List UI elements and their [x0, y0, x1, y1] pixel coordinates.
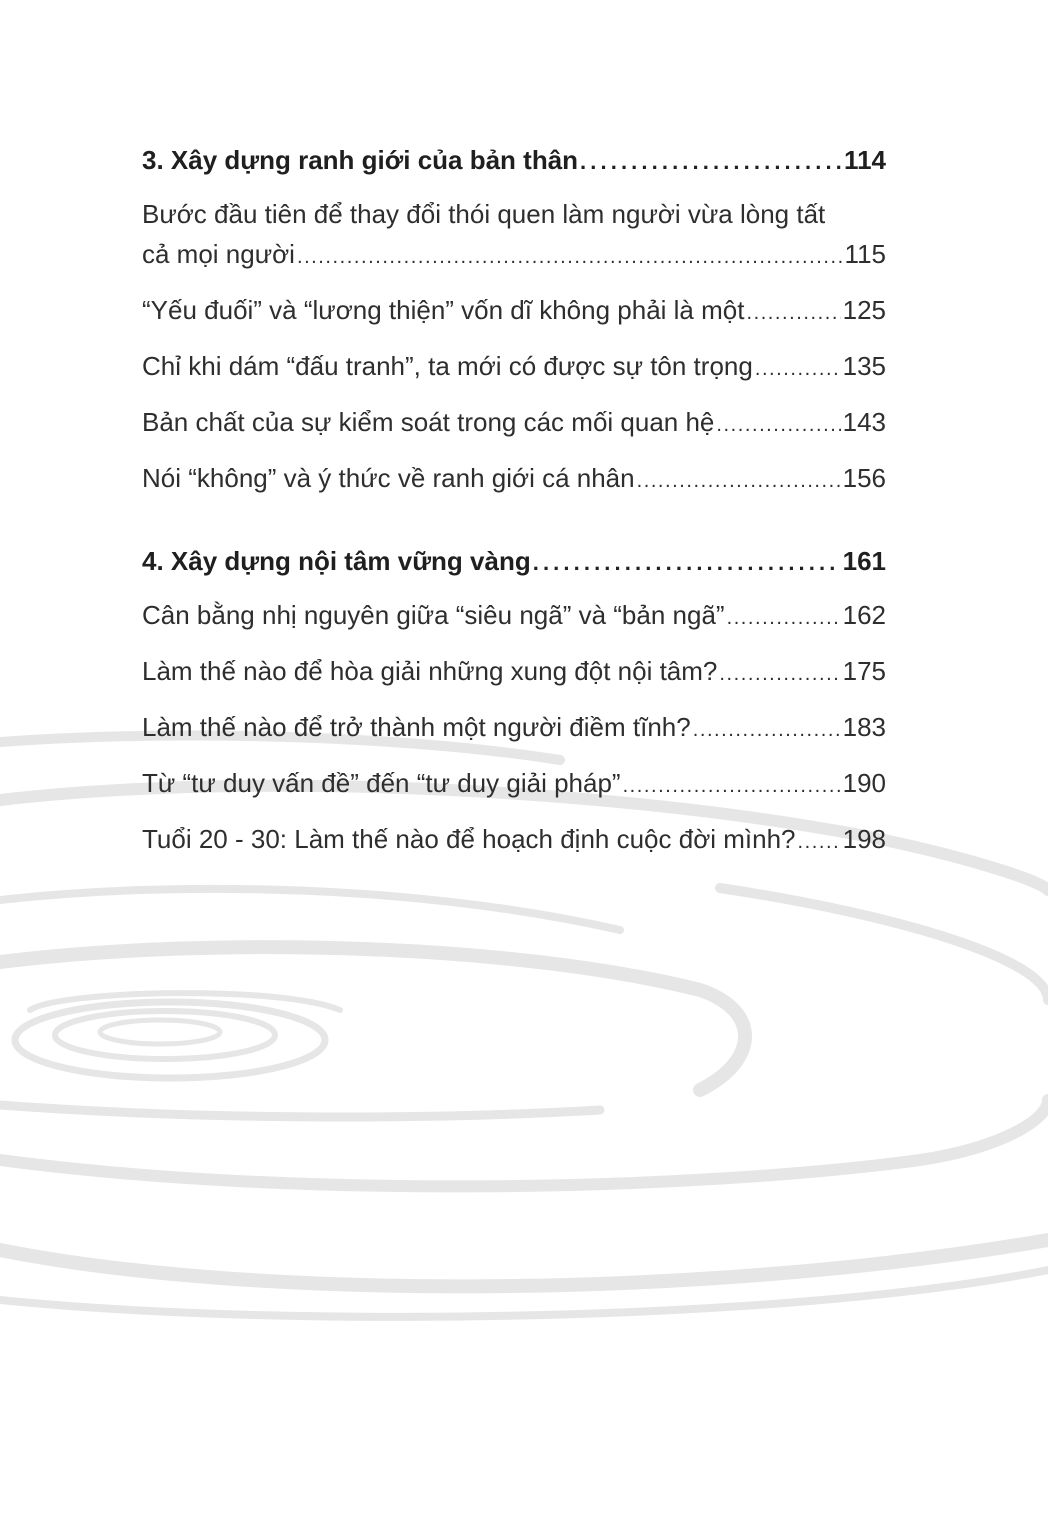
section-page-number: 161 — [842, 546, 886, 576]
entry-title-line1: Bước đầu tiên để thay đổi thói quen làm người vừa lòng tất — [142, 199, 826, 229]
dot-leader — [693, 707, 841, 750]
toc-entry[interactable] — [142, 402, 886, 445]
entry-title-line2: cả mọi người — [142, 239, 295, 269]
dot-leader — [716, 402, 840, 445]
dot-leader — [719, 651, 840, 694]
dot-leader — [623, 763, 841, 806]
toc-entry[interactable] — [142, 346, 886, 389]
dot-leader — [746, 290, 840, 333]
toc-entry[interactable] — [142, 290, 886, 333]
toc-entry[interactable] — [142, 819, 886, 862]
entry-title: Bản chất của sự kiểm soát trong các mối quan hệ — [142, 407, 715, 437]
dot-leader — [755, 346, 841, 389]
entry-page-number: 175 — [842, 656, 886, 686]
dot-leader — [297, 234, 843, 277]
toc-section-heading[interactable] — [142, 541, 886, 583]
toc-section-3 — [142, 140, 886, 501]
entry-title: Nói “không” và ý thức về ranh giới cá nhân — [142, 463, 635, 493]
entry-page-number: 115 — [844, 239, 886, 269]
entry-title: Chỉ khi dám “đấu tranh”, ta mới có được sự tôn trọng — [142, 351, 753, 381]
entry-title: Tuổi 20 - 30: Làm thế nào để hoạch định cuộc đời mình? — [142, 824, 796, 854]
toc-section-4 — [142, 541, 886, 862]
toc-entry[interactable] — [142, 651, 886, 694]
entry-page-number: 183 — [842, 712, 886, 742]
entry-page-number: 190 — [842, 768, 886, 798]
toc-section-heading[interactable] — [142, 140, 886, 182]
toc-entry[interactable] — [142, 595, 886, 638]
entry-title: Từ “tư duy vấn đề” đến “tư duy giải pháp” — [142, 768, 621, 798]
entry-title: Làm thế nào để trở thành một người điềm tĩnh? — [142, 712, 691, 742]
toc-entry[interactable] — [142, 707, 886, 750]
entry-page-number: 156 — [842, 463, 886, 493]
dot-leader — [798, 819, 841, 862]
entry-title: Làm thế nào để hòa giải những xung đột nội tâm? — [142, 656, 718, 686]
entry-page-number: 143 — [842, 407, 886, 437]
entry-title: “Yếu đuối” và “lương thiện” vốn dĩ không phải là một — [142, 295, 745, 325]
toc-entry[interactable] — [142, 194, 886, 277]
toc-entry[interactable] — [142, 458, 886, 501]
entry-page-number: 162 — [842, 600, 886, 630]
section-page-number: 114 — [844, 145, 886, 175]
section-title: 3. Xây dựng ranh giới của bản thân — [142, 145, 579, 175]
dot-leader — [727, 595, 841, 638]
toc-entry[interactable] — [142, 763, 886, 806]
entry-page-number: 198 — [842, 824, 886, 854]
section-title: 4. Xây dựng nội tâm vững vàng — [142, 546, 531, 576]
entry-page-number: 135 — [842, 351, 886, 381]
dot-leader — [533, 541, 841, 583]
entry-page-number: 125 — [842, 295, 886, 325]
dot-leader — [637, 458, 841, 501]
entry-title: Cân bằng nhị nguyên giữa “siêu ngã” và “bản ngã” — [142, 600, 725, 630]
dot-leader — [580, 140, 842, 182]
table-of-contents — [142, 140, 886, 902]
